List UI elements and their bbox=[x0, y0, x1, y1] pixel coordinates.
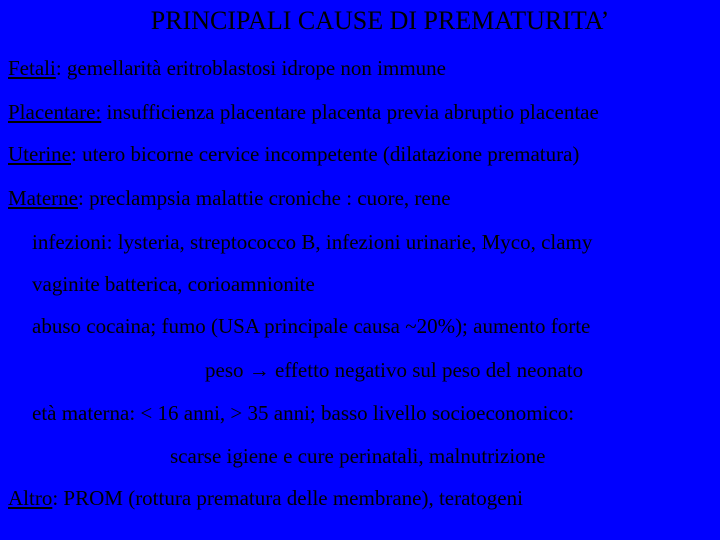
materne-vaginite-line: vaginite batterica, corioamnionite bbox=[32, 272, 315, 296]
uterine-label: Uterine bbox=[8, 142, 71, 166]
materne-text: preclampsia malattie croniche : cuore, rene bbox=[89, 186, 451, 210]
fetali-separator: : bbox=[55, 56, 67, 80]
materne-line bbox=[8, 185, 451, 211]
slide-title: PRINCIPALI CAUSE DI PREMATURITA’ bbox=[150, 6, 610, 35]
placentare-text: insufficienza placentare placenta previa abruptio placentae bbox=[106, 100, 599, 124]
placentare-line bbox=[8, 99, 599, 125]
fetali-label: Fetali bbox=[8, 56, 56, 80]
fetali-line bbox=[8, 55, 446, 81]
uterine-line bbox=[8, 141, 579, 167]
peso-effect-text: effetto negativo sul peso del neonato bbox=[275, 358, 584, 382]
peso-word: peso bbox=[205, 358, 244, 382]
altro-label: Altro bbox=[8, 486, 53, 510]
materne-label: Materne bbox=[8, 186, 78, 210]
altro-line bbox=[8, 485, 523, 511]
altro-text: PROM (rottura prematura delle membrane), teratogeni bbox=[63, 486, 523, 510]
materne-peso-line bbox=[205, 357, 583, 383]
altro-separator: : bbox=[52, 486, 64, 510]
uterine-text: utero bicorne cervice incompetente (dilatazione prematura) bbox=[82, 142, 580, 166]
materne-separator: : bbox=[77, 186, 90, 210]
placentare-label: Placentare: bbox=[8, 100, 102, 124]
arrow-right-icon: → bbox=[248, 358, 270, 382]
materne-infezioni-line: infezioni: lysteria, streptococco B, infezioni urinarie, Myco, clamy bbox=[32, 230, 593, 254]
uterine-separator: : bbox=[70, 142, 83, 166]
materne-abuso-line: abuso cocaina; fumo (USA principale causa ~20%); aumento forte bbox=[32, 314, 591, 338]
materne-scarse-line: scarse igiene e cure perinatali, malnutrizione bbox=[170, 444, 546, 468]
fetali-text: gemellarità eritroblastosi idrope non immune bbox=[66, 56, 446, 80]
materne-eta-line: età materna: < 16 anni, > 35 anni; basso livello socioeconomico: bbox=[32, 401, 575, 425]
